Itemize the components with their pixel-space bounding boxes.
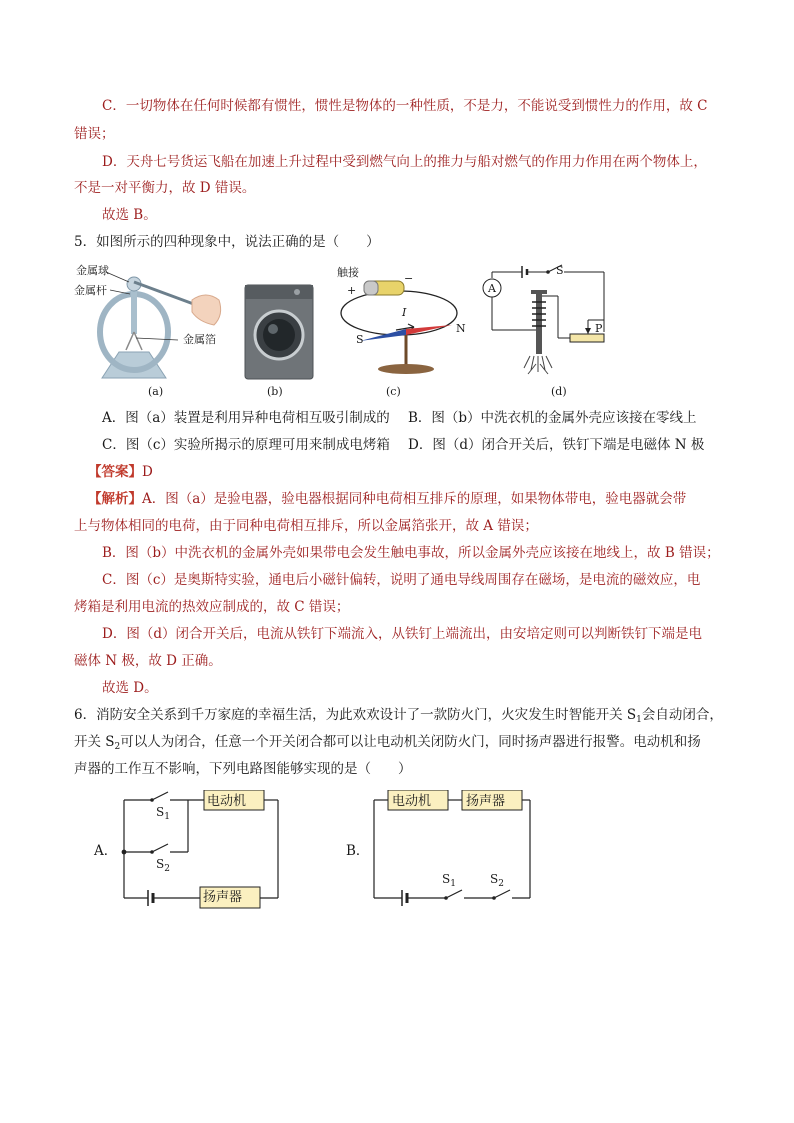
q4-option-d-line2: 不是一对平衡力，故 D 错误。 <box>74 180 256 196</box>
figure-a-label-ball: 金属球 <box>76 264 109 277</box>
switch-letter: S <box>442 872 451 886</box>
q5-option-d: D．图（d）闭合开关后，铁钉下端是电磁体 N 极 <box>408 437 705 453</box>
subscript: 2 <box>164 864 170 874</box>
q5-stem: 5．如图所示的四种现象中，说法正确的是（ ） <box>74 234 380 250</box>
q4-option-d-line1: D．天舟七号货运飞船在加速上升过程中受到燃气向上的推力与船对燃气的作用力作用在两个物体上， <box>102 154 707 170</box>
q5-option-c: C．图（c）实验所揭示的原理可用来制成电烤箱 <box>102 437 390 453</box>
figure-d-label-a: A <box>488 282 496 295</box>
q6-stem-line3: 声器的工作互不影响，下列电路图能够实现的是（ ） <box>74 761 412 777</box>
q4-option-c-line1: C．一切物体在任何时候都有惯性，惯性是物体的一种性质，不是力，不能说受到惯性力的作用，故 C <box>102 98 708 114</box>
stem-text: 开关 S <box>74 734 115 750</box>
q6-stem-line1 <box>74 706 723 729</box>
switch-letter: S <box>156 805 165 819</box>
q5-analysis-c-line2: 烤箱是利用电流的热效应制成的，故 C 错误； <box>74 599 350 615</box>
figure-a-electroscope <box>74 260 234 395</box>
stem-text: 6．消防安全关系到千万家庭的幸福生活，为此欢欢设计了一款防火门，火灾发生时智能开关 S <box>74 707 637 723</box>
circuit-a-speaker-label: 扬声器 <box>203 890 243 905</box>
figure-b-caption: (b) <box>267 385 283 398</box>
subscript: 1 <box>636 715 642 725</box>
circuit-a-s2-label <box>156 855 170 878</box>
q5-option-b: B．图（b）中洗衣机的金属外壳应该接在零线上 <box>408 410 697 426</box>
answer-value: D <box>142 464 153 480</box>
circuit-b-speaker-label: 扬声器 <box>466 794 506 809</box>
figure-a-caption: (a) <box>148 385 164 398</box>
figure-a-label-rod: 金属杆 <box>74 284 107 297</box>
figure-c-label-minus: − <box>404 272 414 285</box>
stem-text: 可以人为闭合，任意一个开关闭合都可以让电动机关闭防火门，同时扬声器进行报警。电动机和扬 <box>120 734 701 750</box>
analysis-a-text: A．图（a）是验电器，验电器根据同种电荷相互排斥的原理，如果物体带电，验电器就会带 <box>142 491 687 507</box>
q5-conclusion: 故选 D。 <box>102 680 158 696</box>
stem-text: 会自动闭合， <box>641 707 723 723</box>
figure-c-label-current: I <box>402 306 407 319</box>
figure-d-caption: (d) <box>551 385 567 398</box>
figure-d-electromagnet-circuit <box>478 260 618 382</box>
figure-b-washing-machine <box>243 283 315 381</box>
q5-analysis-b: B．图（b）中洗衣机的金属外壳如果带电会发生触电事故，所以金属外壳应该接在地线上，故 B 错误； <box>102 545 720 561</box>
q5-option-a: A．图（a）装置是利用异种电荷相互吸引制成的 <box>102 410 390 426</box>
circuit-a-s1-label <box>156 803 170 826</box>
figure-d-label-s: S <box>556 264 564 277</box>
switch-letter: S <box>490 872 499 886</box>
figure-a-label-foil: 金属箔 <box>183 333 216 346</box>
q5-analysis-c-line1: C．图（c）是奥斯特实验，通电后小磁针偏转，说明了通电导线周围存在磁场，是电流的磁效应，电 <box>102 572 701 588</box>
subscript: 1 <box>164 812 170 822</box>
q6-stem-line2 <box>74 733 701 756</box>
subscript: 2 <box>114 742 121 752</box>
subscript: 1 <box>450 879 456 889</box>
subscript: 2 <box>498 879 504 889</box>
circuit-b-s2-label <box>490 870 504 893</box>
circuit-b-option-label: B． <box>346 843 370 859</box>
circuit-b-s1-label <box>442 870 456 893</box>
figure-c-label-plus: + <box>347 284 357 297</box>
q5-analysis-d-line2: 磁体 N 极，故 D 正确。 <box>74 653 222 669</box>
answer-tag: 【答案】 <box>88 464 142 480</box>
figure-c-label-s: S <box>356 333 364 346</box>
figure-c-caption: (c) <box>386 385 401 398</box>
figure-c-label-touch: 触接 <box>337 266 359 279</box>
figure-c-oersted-experiment <box>336 263 466 383</box>
circuit-b-motor-label: 电动机 <box>392 794 432 809</box>
q5-answer-line <box>88 463 153 481</box>
q5-analysis-d-line1: D．图（d）闭合开关后，电流从铁钉下端流入，从铁钉上端流出，由安培定则可以判断铁钉下端是电 <box>102 626 702 642</box>
q5-analysis-a-line1 <box>88 490 686 508</box>
circuit-a-option-label: A． <box>94 843 118 859</box>
analysis-tag: 【解析】 <box>88 491 142 507</box>
q5-analysis-a-line2: 上与物体相同的电荷，由于同种电荷相互排斥，所以金属箔张开，故 A 错误； <box>74 518 538 534</box>
figure-c-label-n: N <box>456 322 466 335</box>
switch-letter: S <box>156 857 165 871</box>
q4-option-c-line2: 错误； <box>74 126 115 142</box>
figure-d-label-p: P <box>595 322 603 335</box>
circuit-a-motor-label: 电动机 <box>207 794 247 809</box>
q4-conclusion: 故选 B。 <box>102 207 157 223</box>
